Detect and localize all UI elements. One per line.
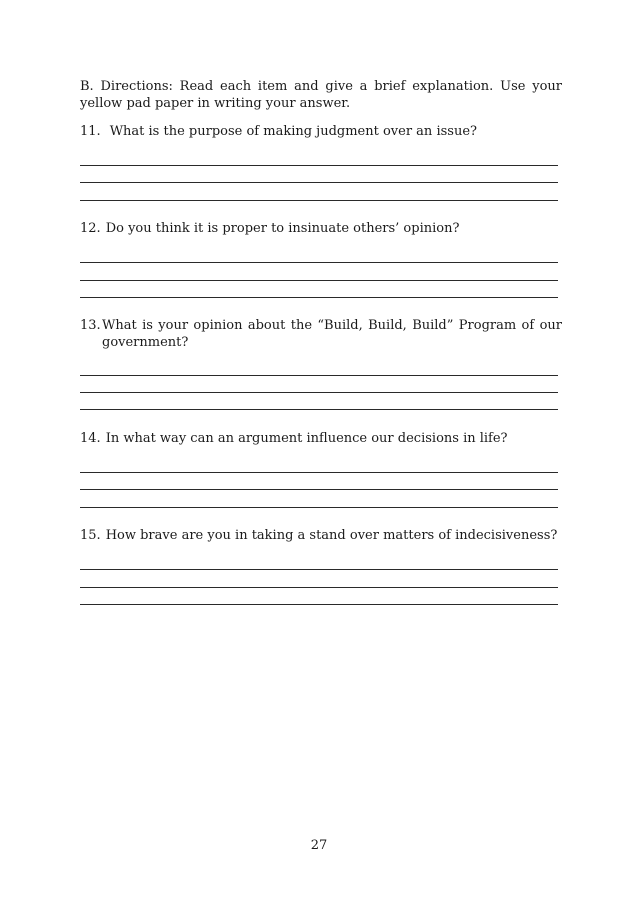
question-number: 15. — [80, 528, 101, 543]
answer-line[interactable] — [80, 489, 558, 490]
question-text: Do you think it is proper to insinuate others’ opinion? — [105, 221, 460, 236]
answer-line[interactable] — [80, 280, 558, 281]
answer-line[interactable] — [80, 392, 558, 393]
answer-line[interactable] — [80, 507, 558, 508]
question-number: 14. — [80, 431, 101, 446]
page-number: 27 — [310, 838, 328, 853]
question-number: 13. — [80, 318, 101, 333]
answer-line[interactable] — [80, 165, 558, 166]
question-13 — [80, 317, 562, 351]
question-text: What is your opinion about the “Build, Build, Build” Program of our government? — [102, 318, 562, 350]
answer-line[interactable] — [80, 200, 558, 201]
question-15 — [80, 527, 562, 544]
question-number: 12. — [80, 221, 101, 236]
question-text: What is the purpose of making judgment over an issue? — [109, 124, 477, 139]
question-11 — [80, 123, 562, 140]
answer-line[interactable] — [80, 569, 558, 570]
answer-line[interactable] — [80, 587, 558, 588]
answer-line[interactable] — [80, 604, 558, 605]
question-14 — [80, 430, 562, 447]
answer-line[interactable] — [80, 472, 558, 473]
directions-text: B. Directions: Read each item and give a brief explanation. Use your yellow pad paper in writing your answer. — [80, 79, 562, 111]
answer-line[interactable] — [80, 262, 558, 263]
question-text: How brave are you in taking a stand over matters of indecisiveness? — [105, 528, 558, 543]
answer-line[interactable] — [80, 297, 558, 298]
question-12 — [80, 220, 562, 237]
question-number: 11. — [80, 124, 101, 139]
answer-line[interactable] — [80, 182, 558, 183]
answer-line[interactable] — [80, 375, 558, 376]
question-text: In what way can an argument influence our decisions in life? — [105, 431, 508, 446]
answer-line[interactable] — [80, 409, 558, 410]
